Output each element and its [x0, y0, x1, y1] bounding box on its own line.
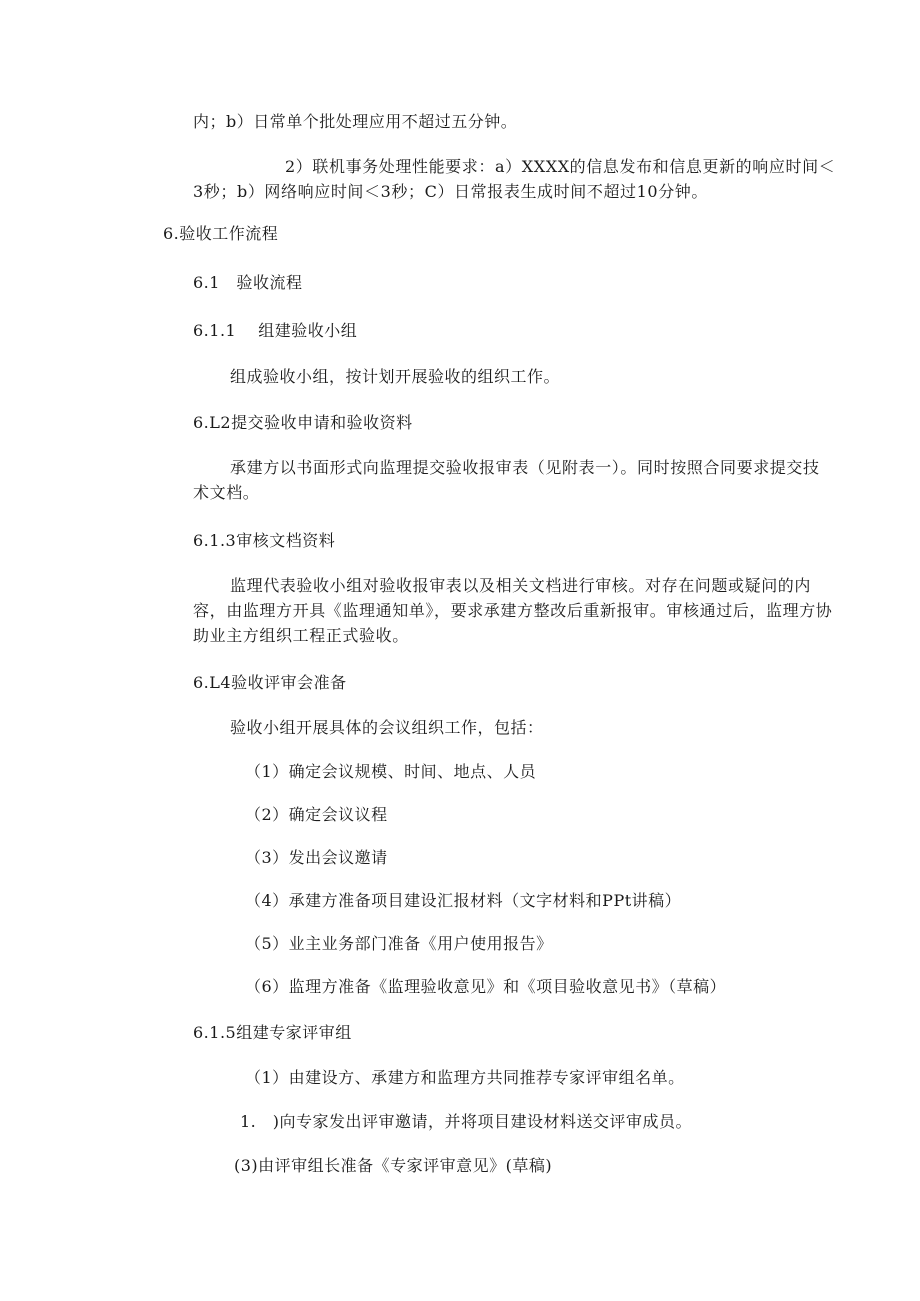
heading-6-1-1: 6.1.1 组建验收小组: [193, 321, 358, 340]
paragraph-online-performance: 2）联机事务处理性能要求：a）XXXX的信息发布和信息更新的响应时间＜3秒；b）网络响应时间＜3秒；C）日常报表生成时间不超过10分钟。: [193, 157, 836, 201]
list-item: (3)由评审组长准备《专家评审意见》(草稿): [234, 1156, 553, 1175]
list-item: （3）发出会议邀请: [245, 848, 388, 867]
heading-6: 6.验收工作流程: [163, 224, 279, 243]
heading-6-1-4: 6.L4验收评审会准备: [193, 673, 347, 692]
paragraph-6-1-2: 承建方以书面形式向监理提交验收报审表（见附表一）。同时按照合同要求提交技术文档。: [193, 458, 820, 502]
heading-6-1-5: 6.1.5组建专家评审组: [193, 1023, 352, 1042]
paragraph-continuation: 内；b）日常单个批处理应用不超过五分钟。: [193, 112, 518, 131]
list-item: （2）确定会议议程: [245, 805, 388, 824]
paragraph-6-1-3: 监理代表验收小组对验收报审表以及相关文档进行审核。对存在问题或疑问的内容，由监理方开具《监理通知单》，要求承建方整改后重新报审。审核通过后，监理方协助业主方组织工程正式验收。: [193, 576, 833, 645]
heading-6-1-3: 6.1.3审核文档资料: [193, 531, 336, 550]
list-item: （6）监理方准备《监理验收意见》和《项目验收意见书》（草稿）: [245, 977, 727, 996]
paragraph-6-1-1: 组成验收小组，按计划开展验收的组织工作。: [230, 367, 561, 386]
list-item: （5）业主业务部门准备《用户使用报告》: [245, 934, 553, 953]
list-item: （1）由建设方、承建方和监理方共同推荐专家评审组名单。: [245, 1068, 685, 1087]
list-item: （4）承建方准备项目建设汇报材料（文字材料和PPt讲稿）: [245, 891, 682, 910]
paragraph-6-1-4: 验收小组开展具体的会议组织工作，包括：: [230, 718, 544, 737]
list-item: 1. )向专家发出评审邀请，并将项目建设材料送交评审成员。: [240, 1112, 693, 1131]
heading-6-1-2: 6.L2提交验收申请和验收资料: [193, 413, 413, 432]
list-item: （1）确定会议规模、时间、地点、人员: [245, 762, 537, 781]
heading-6-1: 6.1 验收流程: [193, 273, 303, 292]
